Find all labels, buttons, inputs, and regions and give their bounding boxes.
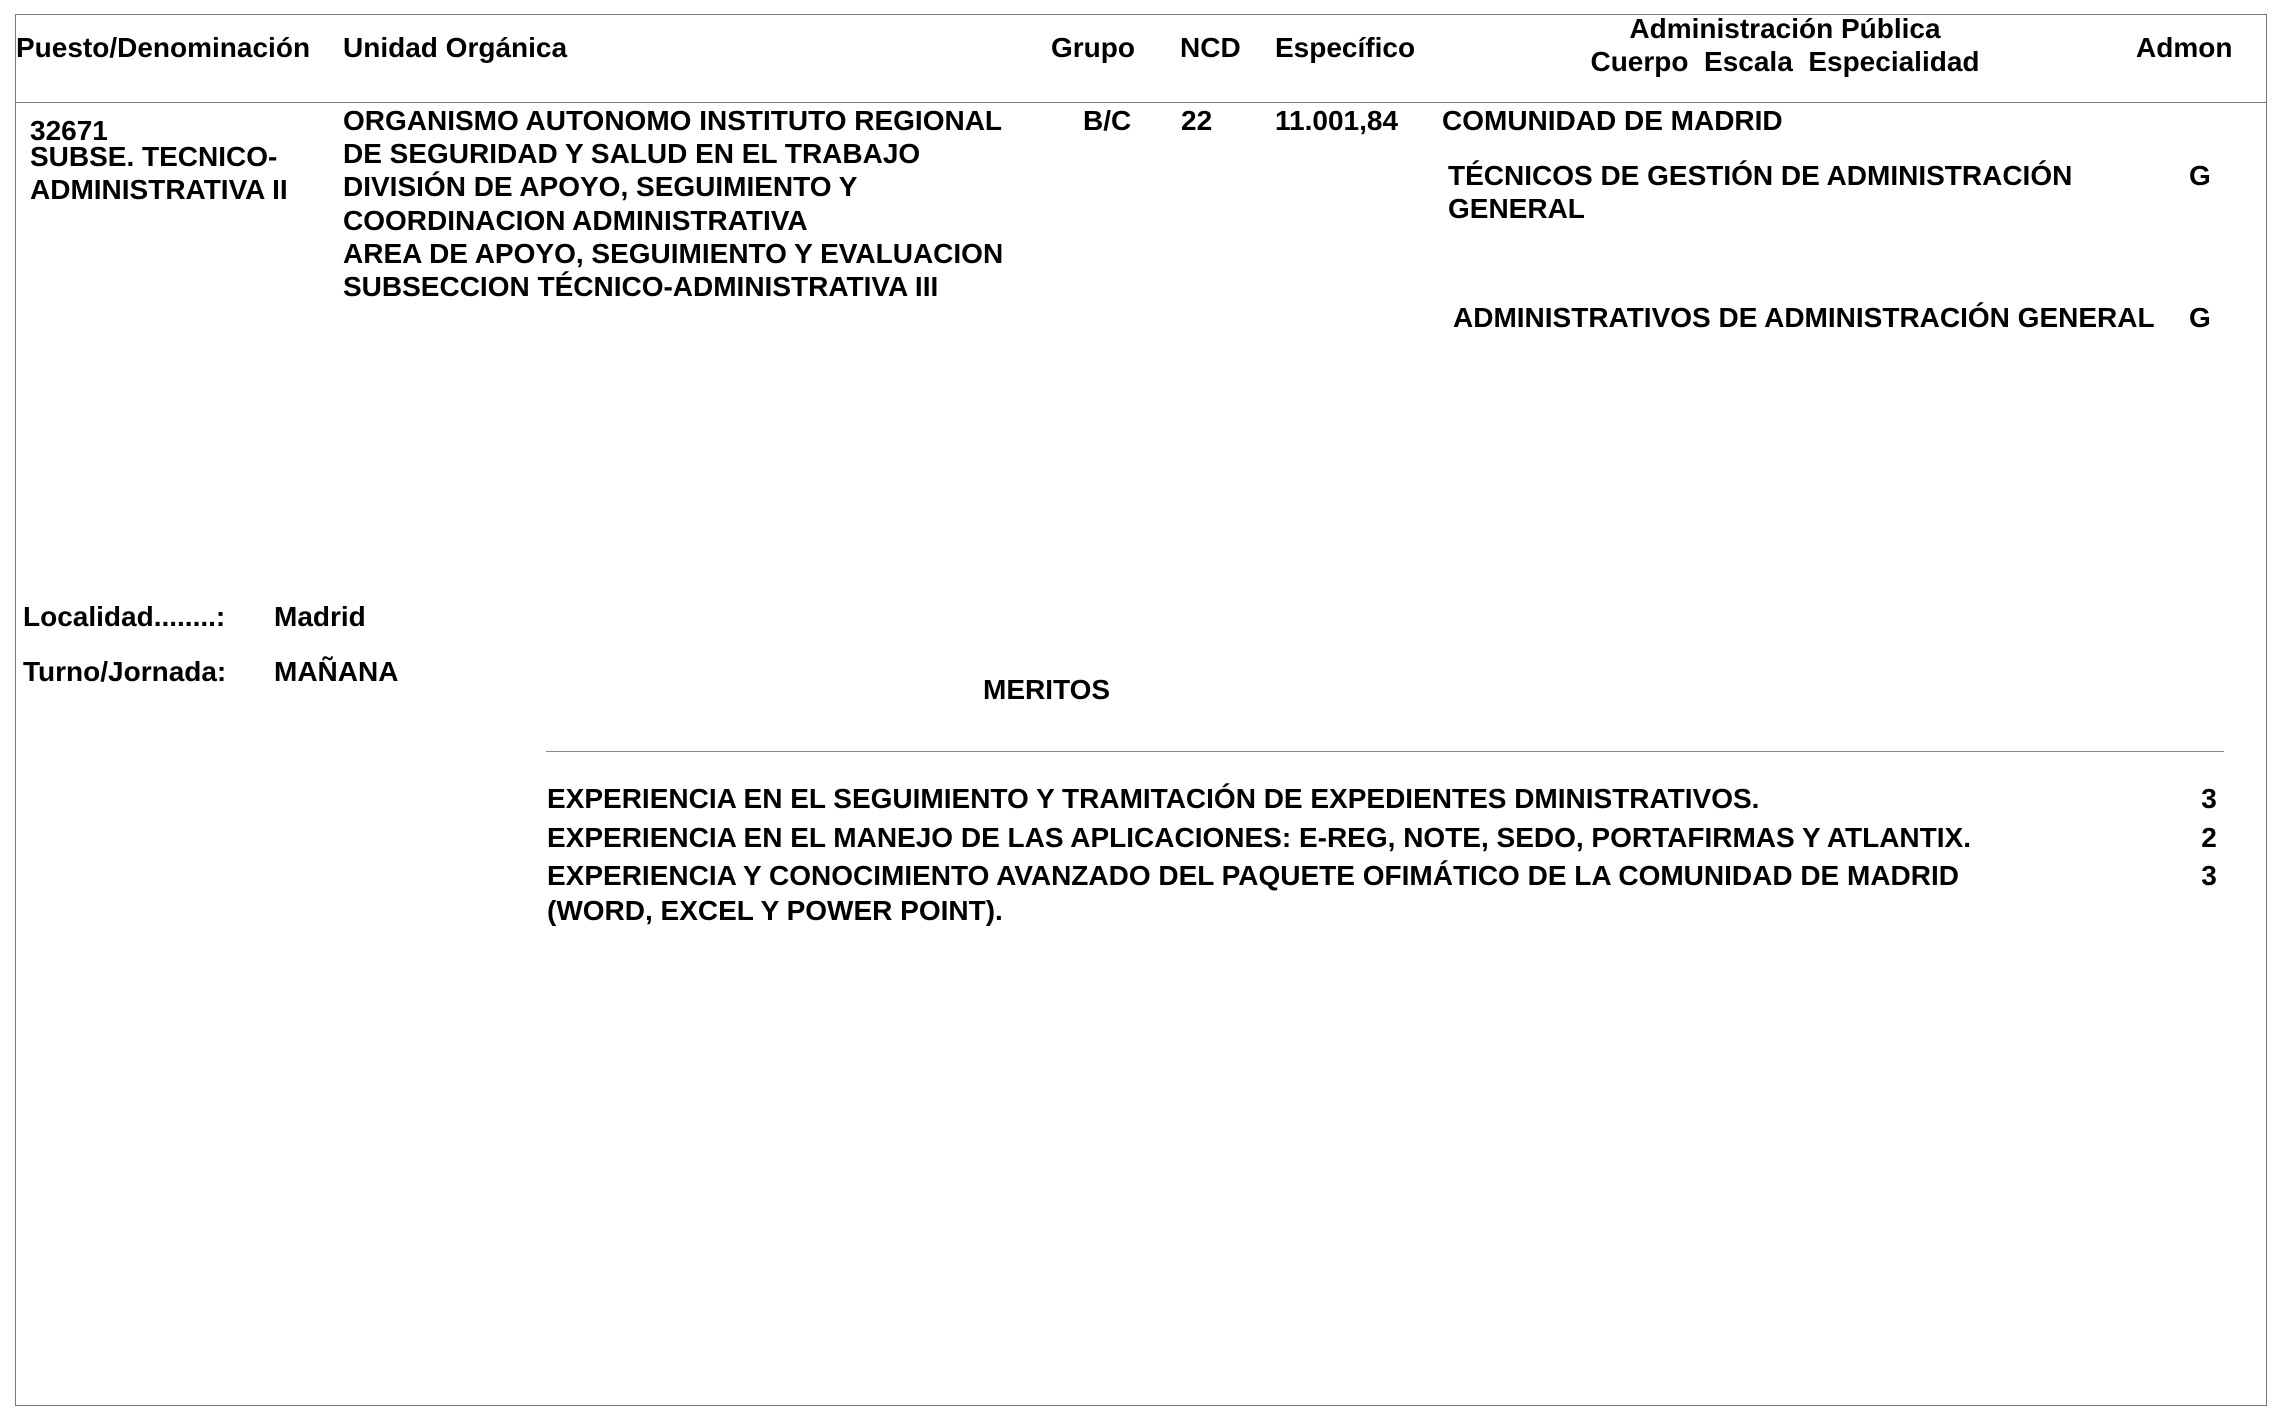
puesto-codigo: 32671 [30,115,108,146]
unidad-line-2: DE SEGURIDAD Y SALUD EN EL TRABAJO [343,138,921,169]
unidad-line-1: ORGANISMO AUTONOMO INSTITUTO REGIONAL [343,105,1003,136]
merito-score-2: 2 [2201,822,2217,853]
header-administracion-line2: Cuerpo Escala Especialidad [1590,46,1980,77]
merito-text-2: EXPERIENCIA EN EL MANEJO DE LAS APLICACIONES: E-REG, NOTE, SEDO, PORTAFIRMAS Y ATLANTIX. [547,822,1971,853]
especifico-value: 11.001,84 [1275,105,1399,136]
merito-text-1: EXPERIENCIA EN EL SEGUIMIENTO Y TRAMITACIÓN DE EXPEDIENTES DMINISTRATIVOS. [547,783,1760,814]
administracion-entidad: COMUNIDAD DE MADRID [1442,105,1783,136]
cuerpo-2-line1: ADMINISTRATIVOS DE ADMINISTRACIÓN GENERAL [1453,302,2155,333]
meritos-title: MERITOS [983,674,1111,705]
ncd-value: 22 [1181,105,1213,136]
unidad-line-3: DIVISIÓN DE APOYO, SEGUIMIENTO Y [343,171,858,202]
unidad-line-6: SUBSECCION TÉCNICO-ADMINISTRATIVA III [343,271,939,302]
puesto-denominacion-line2: ADMINISTRATIVA II [30,174,288,205]
unidad-line-5: AREA DE APOYO, SEGUIMIENTO Y EVALUACION [343,238,1004,269]
merito-score-3: 3 [2201,860,2217,891]
turno-value: MAÑANA [274,656,399,687]
meritos-divider [546,751,2224,752]
header-administracion-line1: Administración Pública [1629,13,1941,44]
localidad-value: Madrid [274,601,366,632]
cuerpo-1-admon: G [2189,160,2211,191]
cuerpo-1-line1: TÉCNICOS DE GESTIÓN DE ADMINISTRACIÓN [1448,160,2073,191]
turno-label: Turno/Jornada: [23,656,227,687]
header-divider [15,102,2267,103]
grupo-value: B/C [1083,105,1132,136]
merito-score-1: 3 [2201,783,2217,814]
header-unidad: Unidad Orgánica [343,32,568,63]
header-ncd: NCD [1180,32,1241,63]
merito-text-3: EXPERIENCIA Y CONOCIMIENTO AVANZADO DEL PAQUETE OFIMÁTICO DE LA COMUNIDAD DE MADRID (WORD, EXCEL Y POWER POINT). [547,860,1959,926]
unidad-line-4: COORDINACION ADMINISTRATIVA [343,205,808,236]
header-especifico: Específico [1275,32,1416,63]
cuerpo-1-line2: GENERAL [1448,193,1585,224]
header-grupo: Grupo [1051,32,1135,63]
puesto-denominacion-line1: SUBSE. TECNICO- [30,141,278,172]
cuerpo-2-admon: G [2189,302,2211,333]
header-puesto: Puesto/Denominación [16,32,311,63]
header-admon: Admon [2136,32,2233,63]
localidad-label: Localidad........: [23,601,226,632]
